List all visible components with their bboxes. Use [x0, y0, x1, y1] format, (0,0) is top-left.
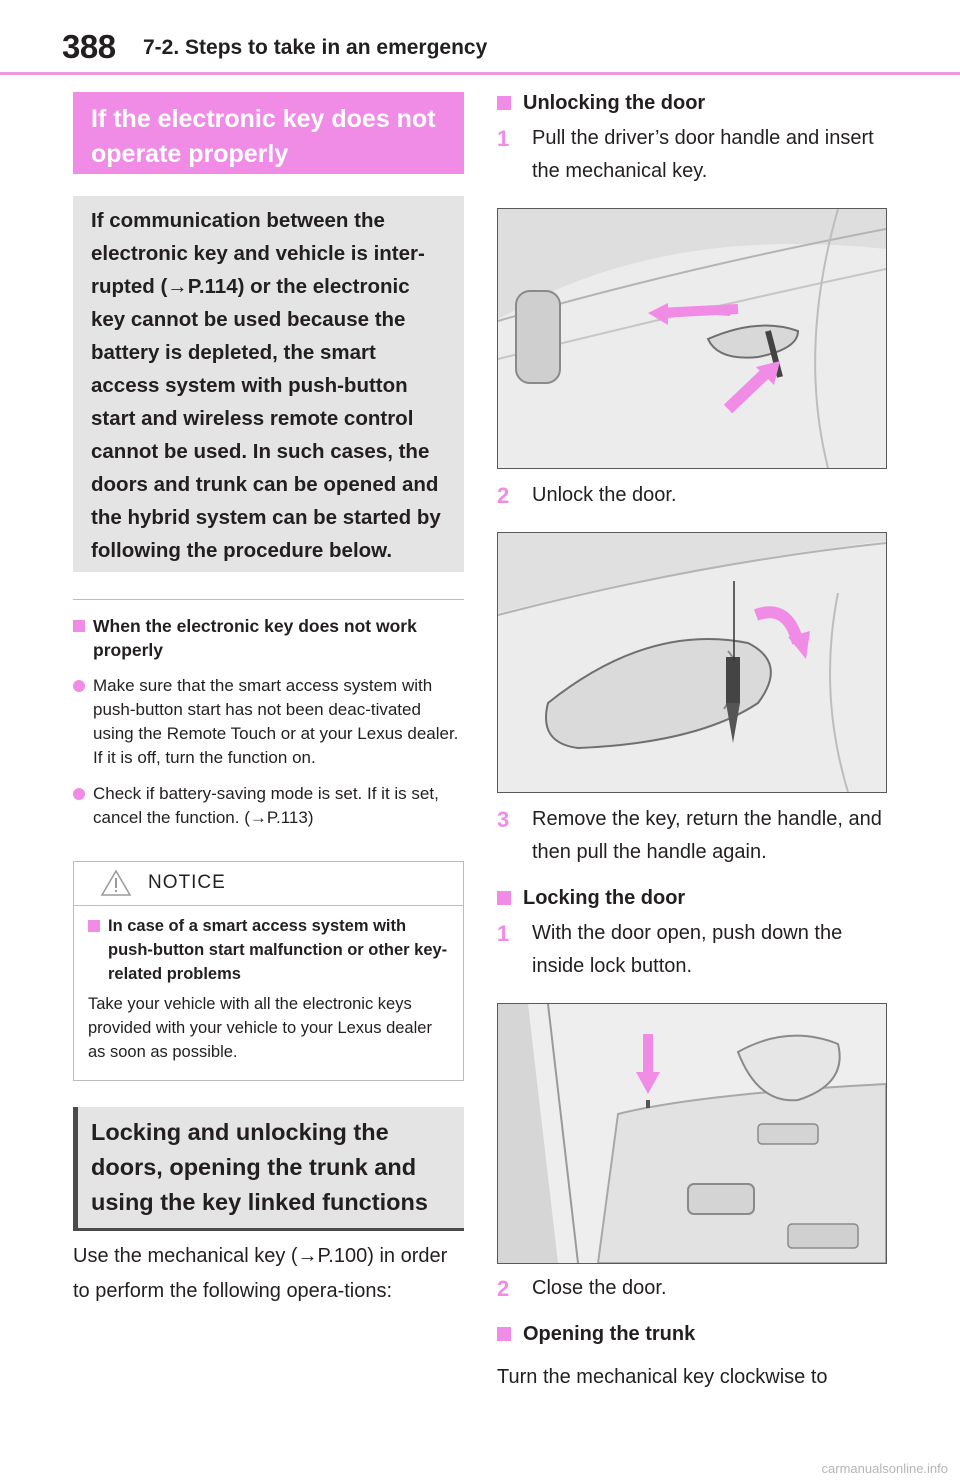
step-number: 2	[497, 483, 510, 508]
section-title: 7-2. Steps to take in an emergency	[143, 36, 488, 59]
door-handle-drawing	[498, 209, 886, 468]
divider	[73, 599, 464, 600]
door-handle-illustration	[497, 208, 887, 469]
square-bullet-icon	[73, 620, 85, 632]
left-column	[73, 92, 464, 1309]
step-text: With the door open, push down the inside lock button.	[532, 922, 843, 977]
step-item	[497, 917, 887, 983]
notice-header	[74, 862, 463, 906]
right-column	[497, 88, 887, 1394]
square-bullet-icon	[497, 891, 511, 905]
step-item	[497, 122, 887, 188]
notice-title: NOTICE	[148, 872, 226, 893]
lock-button-illustration	[497, 1003, 887, 1264]
step-item	[497, 1272, 887, 1305]
step-number: 1	[497, 921, 510, 946]
notice-sub-heading-text: In case of a smart access system with push-button start malfunction or other key-related problems	[108, 917, 448, 983]
circle-bullet-icon	[73, 788, 85, 800]
warning-triangle-icon	[100, 869, 132, 897]
key-turn-illustration	[497, 532, 887, 793]
square-bullet-icon	[497, 1327, 511, 1341]
bullet-text: Check if battery-saving mode is set. If it is set, cancel the function. (→P.113)	[93, 784, 439, 827]
locking-heading-text: Locking the door	[523, 887, 686, 909]
step-text: Pull the driver’s door handle and insert the mechanical key.	[532, 127, 874, 182]
pink-heading: If the electronic key does not operate properly	[73, 92, 464, 174]
notice-sub-heading	[88, 914, 449, 986]
notice-text: Take your vehicle with all the electronic keys provided with your vehicle to your Lexus dealer as soon as possible.	[88, 995, 432, 1061]
body-text: Use the mechanical key (→P.100) in order to perform the following opera-tions:	[73, 1245, 448, 1302]
trunk-heading	[497, 1319, 887, 1349]
lock-button-drawing	[498, 1004, 886, 1263]
page-number: 388	[62, 28, 116, 65]
unlocking-heading	[497, 88, 887, 118]
bullet-item	[73, 674, 464, 770]
watermark: carmanualsonline.info	[821, 1461, 948, 1476]
intro-box: If communication between the electronic key and vehicle is inter-rupted (→P.114) or the electronic key cannot be used because the battery is depleted, the smart access system with push-button start and wireless remote control cannot be used. In such cases, the doors and trunk can be opened and the hybrid system can be started by following the procedure below.	[73, 196, 464, 572]
unlocking-heading-text: Unlocking the door	[523, 92, 706, 114]
square-bullet-icon	[88, 920, 100, 932]
step-item	[497, 803, 887, 869]
trunk-text	[497, 1361, 887, 1394]
step-number: 2	[497, 1276, 510, 1301]
bullet-text: Make sure that the smart access system with push-button start has not been deac-tivated using the Remote Touch or at your Lexus dealer. If it is off, turn the function on.	[93, 676, 459, 767]
square-bullet-icon	[497, 96, 511, 110]
section-heading: Locking and unlocking the doors, opening the trunk and using the key linked functions	[73, 1107, 464, 1231]
trunk-heading-text: Opening the trunk	[523, 1323, 696, 1345]
step-item	[497, 479, 887, 512]
step-number: 3	[497, 807, 510, 832]
locking-heading	[497, 883, 887, 913]
step-text: Close the door.	[532, 1277, 667, 1299]
header-divider	[0, 72, 960, 75]
bullet-item	[73, 782, 464, 830]
step-number: 1	[497, 126, 510, 151]
sub-heading-text: When the electronic key does not work properly	[93, 616, 417, 660]
key-turn-drawing	[498, 533, 886, 792]
notice-box	[73, 861, 464, 1081]
trunk-text-content: Turn the mechanical key clockwise to	[497, 1366, 828, 1388]
notice-body	[74, 914, 463, 1064]
sub-heading	[73, 614, 464, 662]
circle-bullet-icon	[73, 680, 85, 692]
step-text: Unlock the door.	[532, 484, 677, 506]
page-header	[0, 0, 960, 76]
step-text: Remove the key, return the handle, and then pull the handle again.	[532, 808, 882, 863]
